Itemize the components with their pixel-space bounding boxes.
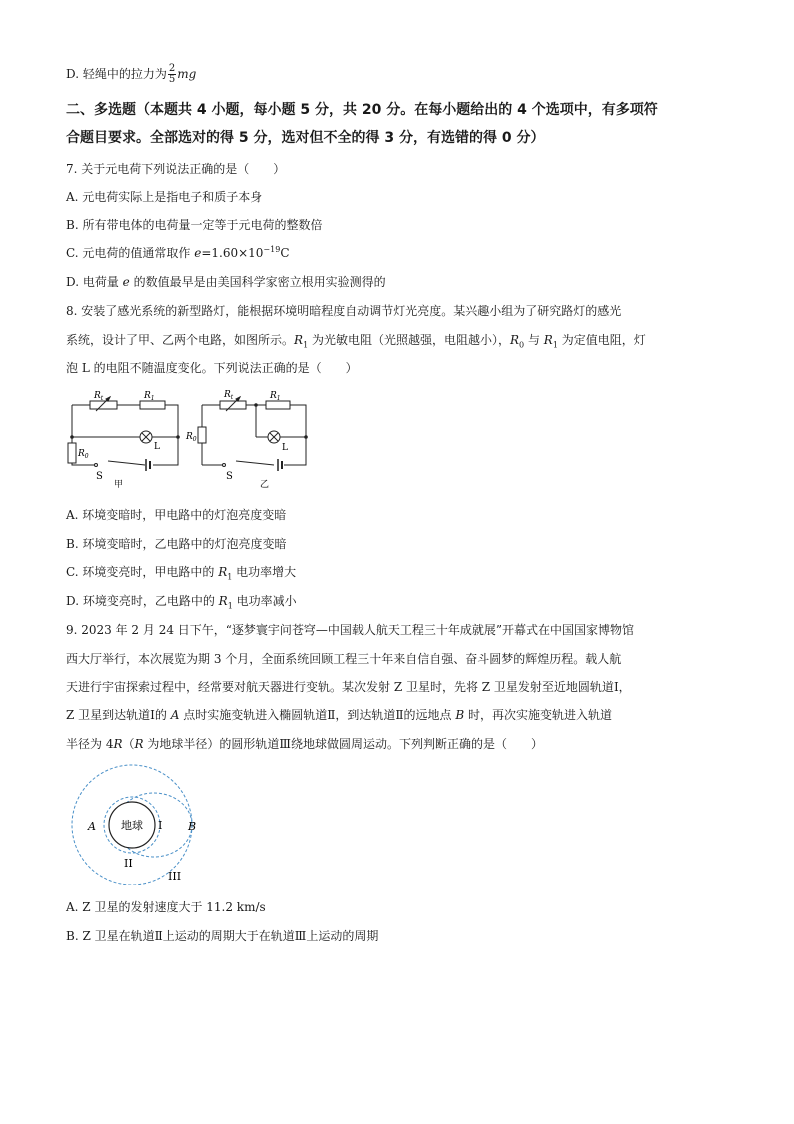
q7-option-d <box>66 273 386 290</box>
q9-stem-line1: 9. 2023 年 2 月 24 日下午，“逐梦寰宇问苍穹—中国载人航天工程三十年成就展”开幕式在中国国家博物馆 <box>66 623 635 637</box>
label-jia: 甲 <box>114 480 124 490</box>
orbit-ii-label: II <box>124 857 133 870</box>
label-rt: $R_t$ <box>94 391 104 402</box>
option-text: C. 元电荷的值通常取作 <box>66 246 195 260</box>
math-var: R <box>218 565 228 579</box>
text: D. 环境变亮时，乙电路中的 <box>66 594 219 608</box>
point-a-label: A <box>88 820 96 833</box>
option-text: =1.60×10 <box>201 246 264 260</box>
subscript: 0 <box>519 340 525 350</box>
fraction-numerator: 2 <box>168 63 176 74</box>
section-header-line2: 合题目要求。全部选对的得 5 分，选对但不全的得 3 分，有选错的得 0 分） <box>66 130 545 146</box>
math-var: A <box>170 708 180 722</box>
q8-stem-line1: 8. 安装了感光系统的新型路灯，能根据环境明暗程度自动调节灯光亮度。某兴趣小组为了研究路灯的感光 <box>66 304 622 318</box>
text: 电功率减小 <box>232 594 297 608</box>
q7-stem: 7. 关于元电荷下列说法正确的是（ ） <box>66 162 286 176</box>
option-text: D. 轻绳中的拉力为 <box>66 67 167 81</box>
q6-option-d <box>66 64 196 85</box>
option-text: D. 电荷量 <box>66 275 123 289</box>
text: 点时实施变轨进入椭圆轨道Ⅱ，到达轨道Ⅱ的远地点 <box>179 708 456 722</box>
q9-stem-line5 <box>66 735 543 752</box>
subscript: 1 <box>227 572 233 582</box>
math-var: R <box>543 333 553 347</box>
resistor-rt <box>90 401 117 409</box>
text: 为光敏电阻（光照越强，电阻越小）， <box>308 333 510 347</box>
exponent: −19 <box>263 245 281 254</box>
math-var: e <box>194 246 202 260</box>
math-term: mg <box>177 67 197 81</box>
q8-stem-line3: 泡 L 的电阻不随温度变化。下列说法正确的是（ ） <box>66 361 358 375</box>
circuit-diagrams <box>60 385 320 493</box>
math-var: B <box>455 708 465 722</box>
label-yi: 乙 <box>260 480 270 490</box>
q9-option-b: B. Z 卫星在轨道Ⅱ上运动的周期大于在轨道Ⅲ上运动的周期 <box>66 929 379 943</box>
earth-label: 地球 <box>121 819 143 832</box>
fraction <box>168 64 176 85</box>
text: 为地球半径）的圆形轨道Ⅲ绕地球做圆周运动。下列判断正确的是（ ） <box>143 737 543 751</box>
q9-stem-line2: 西大厅举行，本次展览为期 3 个月，全面系统回顾工程三十年来自信自强、奋斗圆梦的辉煌历程。载人航 <box>66 652 622 666</box>
text: 时，再次实施变轨进入轨道 <box>464 708 612 722</box>
q8-option-d <box>66 592 297 610</box>
q7-option-c <box>66 244 290 261</box>
math-var: R <box>218 594 228 608</box>
q8-option-c <box>66 563 296 581</box>
q7-option-a: A. 元电荷实际上是指电子和质子本身 <box>66 190 263 204</box>
text: 半径为 4 <box>66 737 114 751</box>
q9-stem-line4 <box>66 706 612 723</box>
unit: C <box>280 246 290 260</box>
math-var: e <box>122 275 130 289</box>
subscript: 1 <box>227 601 233 611</box>
resistor-rt <box>220 401 246 409</box>
label-rt: $R_t$ <box>224 390 234 401</box>
math-var: R <box>113 737 123 751</box>
q8-option-b: B. 环境变暗时，乙电路中的灯泡亮度变暗 <box>66 537 287 551</box>
resistor-r0 <box>68 443 76 463</box>
subscript: 1 <box>552 340 558 350</box>
circuit-yi <box>198 397 306 471</box>
text: 系统，设计了甲、乙两个电路，如图所示。 <box>66 333 295 347</box>
fraction-denominator: 5 <box>168 74 176 85</box>
orbit-i-label: I <box>158 819 163 832</box>
q9-stem-line3: 天进行宇宙探索过程中，经常要对航天器进行变轨。某次发射 Z 卫星时，先将 Z 卫星发射至近地圆轨道Ⅰ， <box>66 680 631 694</box>
q8-stem-line2 <box>66 331 646 349</box>
resistor-r1 <box>140 401 165 409</box>
text: C. 环境变亮时，甲电路中的 <box>66 565 219 579</box>
text: 电功率增大 <box>232 565 297 579</box>
math-var: R <box>134 737 144 751</box>
option-text: 的数值最早是由美国科学家密立根用实验测得的 <box>129 275 386 289</box>
point-b-label: B <box>188 820 197 833</box>
label-r1: $R_1$ <box>144 391 155 402</box>
text: Z 卫星到达轨道Ⅰ的 <box>66 708 171 722</box>
q8-option-a: A. 环境变暗时，甲电路中的灯泡亮度变暗 <box>66 508 287 522</box>
q7-option-b: B. 所有带电体的电荷量一定等于元电荷的整数倍 <box>66 218 323 232</box>
label-r0: $R_0$ <box>186 432 197 443</box>
section-header-line1: 二、多选题（本题共 4 小题，每小题 5 分，共 20 分。在每小题给出的 4 个选项中，有多项符 <box>66 102 658 118</box>
text: 为定值电阻，灯 <box>557 333 646 347</box>
label-r0: $R_0$ <box>78 449 89 460</box>
math-var: R <box>294 333 304 347</box>
label-r1: $R_1$ <box>270 391 281 402</box>
label-lamp: L <box>154 442 160 452</box>
label-switch: S <box>96 471 103 482</box>
text: （ <box>122 737 135 751</box>
label-switch: S <box>226 471 233 482</box>
subscript: 1 <box>303 340 309 350</box>
resistor-r1 <box>266 401 290 409</box>
math-var: R <box>509 333 520 347</box>
orbit-iii-label: III <box>168 870 182 883</box>
resistor-r0 <box>198 427 206 443</box>
label-lamp: L <box>282 443 288 453</box>
text: 与 <box>524 333 544 347</box>
q9-option-a: A. Z 卫星的发射速度大于 11.2 km/s <box>66 900 266 914</box>
orbit-diagram <box>62 763 212 885</box>
